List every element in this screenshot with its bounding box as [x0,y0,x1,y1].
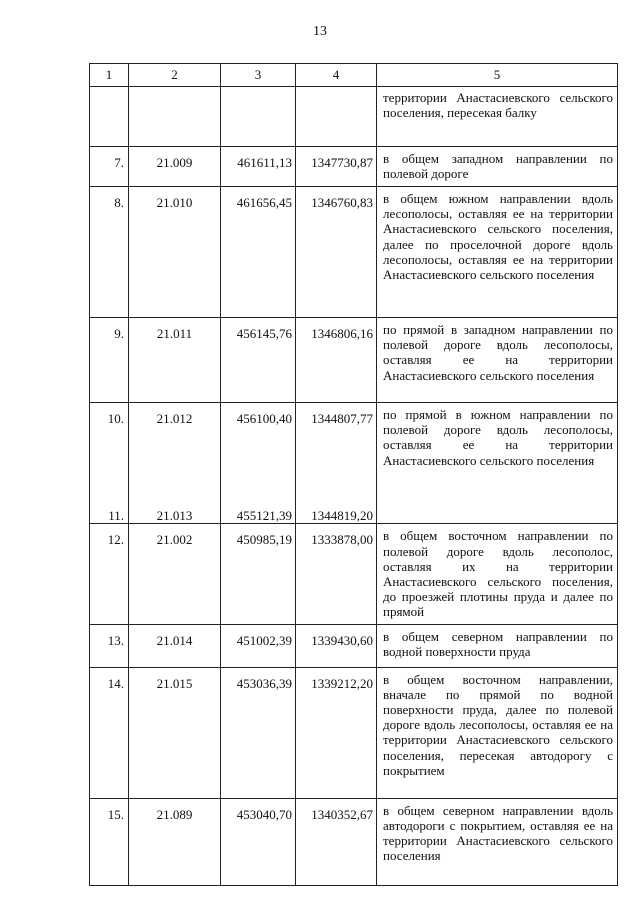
point-code: 21.009 [129,147,221,187]
coord-x: 455121,39 [236,508,292,524]
table-row [90,318,618,403]
table-row [90,187,618,318]
continuation-description: территории Анастасиевского сельского поселения, пересекая балку [377,87,618,147]
row-number: 13. [90,624,129,667]
page-number: 13 [313,24,327,39]
header-cell: 5 [377,64,618,87]
point-code: 21.089 [129,798,221,885]
coord-x: 453036,39 [221,667,296,798]
table-row [90,798,618,885]
coord-x: 450985,19 [221,524,296,624]
coord-y: 1339430,60 [296,624,377,667]
row-number: 10. [107,411,124,426]
coord-x: 453040,70 [221,798,296,885]
point-code: 21.010 [129,187,221,318]
row-number: 9. [90,318,129,403]
coord-x: 456100,40 [236,411,292,426]
table-row [90,147,618,187]
route-description: в общем северном направлении вдоль автодороги с покрытием, оставляя ее на территории Анастасиевского сельского поселения [377,798,618,885]
point-code: 21.011 [129,318,221,403]
table-row-merged [90,403,618,524]
coord-y: 1347730,87 [296,147,377,187]
point-code: 21.014 [129,624,221,667]
header-cell: 2 [129,64,221,87]
route-description: в общем восточном направлении, вначале по прямой по водной поверхности пруда, далее по полевой дороге вдоль лесополосы, оставляя ее на территории Анастасиевского сельского поселения, пересекая автодорогу с покрытием [377,667,618,798]
table-row [90,624,618,667]
coord-y: 1339212,20 [296,667,377,798]
coord-x: 461611,13 [221,147,296,187]
point-code: 21.002 [129,524,221,624]
route-description: в общем восточном направлении по полевой дороге вдоль лесополос, оставляя их на территории Анастасиевского сельского поселения, до проезжей плотины пруда и далее по прямой [377,524,618,624]
coord-y: 1344807,77 [311,411,373,426]
coord-x: 461656,45 [221,187,296,318]
row-number: 8. [90,187,129,318]
coord-y: 1346760,83 [296,187,377,318]
coord-y: 1333878,00 [296,524,377,624]
coord-y: 1344819,20 [311,508,373,524]
route-description: по прямой в южном направлении по полевой дороге вдоль лесополосы, оставляя ее на территории Анастасиевского сельского поселения [377,403,618,524]
row-number: 15. [90,798,129,885]
coord-y: 1340352,67 [296,798,377,885]
boundary-table [89,63,618,886]
header-cell: 4 [296,64,377,87]
row-number: 14. [90,667,129,798]
route-description: в общем северном направлении по водной поверхности пруда [377,624,618,667]
coord-x: 456145,76 [221,318,296,403]
header-cell: 3 [221,64,296,87]
route-description: в общем южном направлении вдоль лесополосы, оставляя ее на территории Анастасиевского сельского поселения, далее по проселочной дороге вдоль лесополосы, оставляя ее на территории Анастасиевского сельского поселения [377,187,618,318]
header-cell: 1 [90,64,129,87]
route-description: по прямой в западном направлении по полевой дороге вдоль лесополосы, оставляя ее на территории Анастасиевского сельского поселения [377,318,618,403]
point-code: 21.013 [156,508,193,524]
table-row [90,667,618,798]
point-code: 21.012 [156,411,193,426]
table-row [90,524,618,624]
point-code: 21.015 [129,667,221,798]
coord-y: 1346806,16 [296,318,377,403]
header-row [90,64,618,87]
continuation-row [90,87,618,147]
route-description: в общем западном направлении по полевой дороге [377,147,618,187]
row-number: 11. [108,508,124,524]
row-number: 7. [90,147,129,187]
row-number: 12. [90,524,129,624]
coord-x: 451002,39 [221,624,296,667]
